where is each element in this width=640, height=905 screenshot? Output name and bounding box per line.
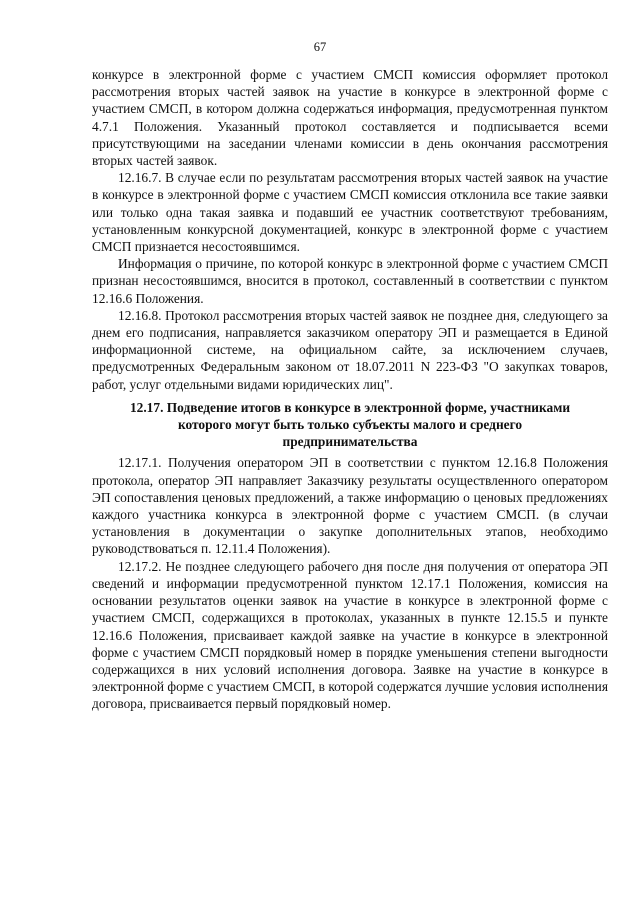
paragraph-failure-reason: Информация о причине, по которой конкурс в электронной форме с участием СМСП признан несостоявшимся, вносится в протокол, составленный в соответствии с пунктом 12.16.6 Положения.	[92, 256, 608, 306]
paragraph-12-17-1: 12.17.1. Получения оператором ЭП в соответствии с пунктом 12.16.8 Положения протокола, оператор ЭП направляет Заказчику результаты осуществленного оператором ЭП сопоставления ценовых предложений, а также информацию о ценовых предложениях каждого участника конкурса в электронной форме с участием СМСП. (в случаи установления в документации о закупке дополнительных этапов, необходимо руководствоваться п. 12.11.4 Положения).	[92, 455, 608, 557]
paragraph-12-17-2: 12.17.2. Не позднее следующего рабочего дня после дня получения от оператора ЭП сведений и информации предусмотренной пунктом 12.17.1 Положения, комиссия на основании результатов оценки заявок на участие в конкурсе в электронной форме с участием СМСП, содержащихся в протоколах, указанных в пункте 12.15.5 и пункте 12.16.6 Положения, присваивает каждой заявке на участие в конкурсе в электронной форме с участием СМСП порядковый номер в порядке уменьшения степени выгодности содержащихся в них условий исполнения договора. Заявке на участие в конкурсе в электронной форме с участием СМСП, в которой содержатся лучшие условия исполнения договора, присваивается первый порядковый номер.	[92, 558, 608, 712]
paragraph-continuation: конкурсе в электронной форме с участием СМСП комиссия оформляет протокол рассмотрения вторых частей заявок на участие в конкурсе в электронной форме с участием СМСП, в котором должна содержаться информация, предусмотренная пунктом 4.7.1 Положения. Указанный протокол составляется и подписывается всеми присутствующими на заседании членами комиссии в день окончания рассмотрения вторых частей заявок.	[92, 67, 608, 169]
section-heading-12-17: 12.17. Подведение итогов в конкурсе в электронной форме, участниками которого могут быть только субъекты малого и среднего предпринимательства	[129, 399, 571, 450]
paragraph-12-16-8: 12.16.8. Протокол рассмотрения вторых частей заявок не позднее дня, следующего за днем его подписания, направляется заказчиком оператору ЭП и размещается в Единой информационной системе, на официальном сайте, за исключением случаев, предусмотренных Федеральным законом от 18.07.2011 N 223-ФЗ "О закупках товаров, работ, услуг отдельными видами юридических лиц".	[92, 307, 608, 392]
paragraph-12-16-7: 12.16.7. В случае если по результатам рассмотрения вторых частей заявок на участие в конкурсе в электронной форме с участием СМСП комиссия отклонила все такие заявки или только одна такая заявка и подавший ее участник соответствуют требованиям, установленным конкурсной документацией, конкурс в электронной форме с участием СМСП признается несостоявшимся.	[92, 170, 608, 255]
page-number: 67	[313, 40, 327, 54]
document-body	[92, 66, 608, 713]
